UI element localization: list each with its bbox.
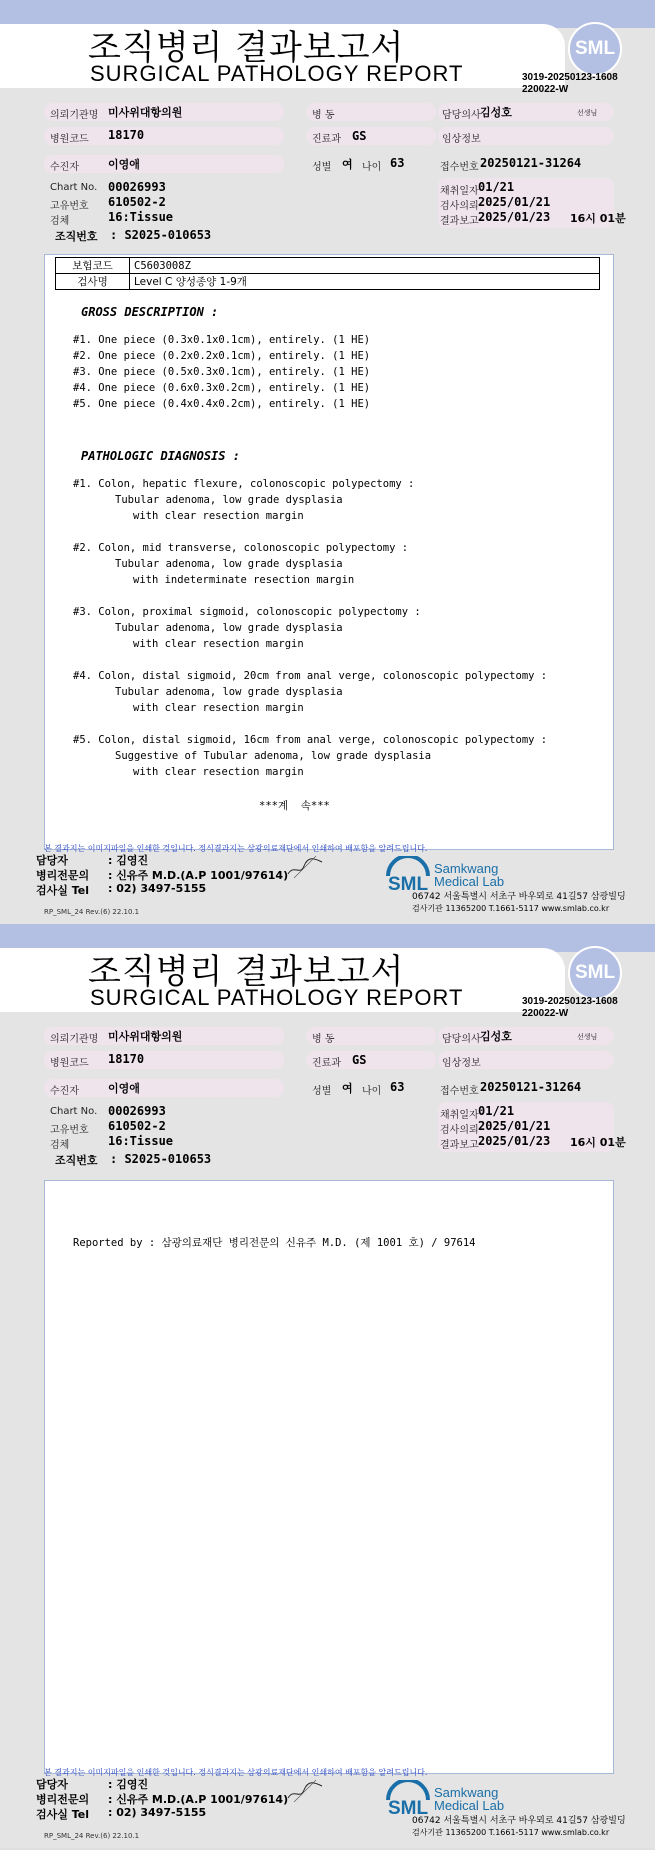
print-notice: 본 결과지는 이미지파일을 인쇄한 것입니다. 정식결과지는 삼광의료재단에서 인쇄하여 배포함을 알려드립니다. [44, 844, 428, 853]
pathologist-value: : 신유주 M.D.(A.P 1001/97614) [108, 869, 289, 882]
title-box [0, 24, 565, 88]
clinical-info-label: 임상정보 [442, 1058, 481, 1069]
tissue-number-label: 조직번호 [55, 230, 98, 243]
report-page-2 [0, 924, 655, 1848]
collection-date-label: 채취일자 [440, 186, 479, 197]
patient-name-label: 수진자 [50, 162, 79, 173]
insurance-code-label: 보험코드 [56, 258, 130, 274]
department-value: GS [352, 1053, 367, 1067]
pathologist-label: 병리전문의 [36, 1793, 90, 1806]
hospital-code-label: 병원코드 [50, 134, 89, 145]
report-page-1 [0, 0, 655, 924]
collection-date-value: 01/21 [478, 180, 515, 194]
report-time-value: 16시 01분 [570, 212, 626, 225]
patient-name-value: 이영애 [108, 1082, 140, 1095]
lab-tel-label: 검사실 Tel [36, 1808, 89, 1821]
diagnosis-text: Tubular adenoma, low grade dysplasia [115, 686, 343, 698]
collection-date-label: 채취일자 [440, 1110, 479, 1121]
report-date-label: 결과보고 [440, 1140, 479, 1151]
lab-tel-label: 검사실 Tel [36, 884, 89, 897]
report-title-korean: 조직병리 결과보고서 [88, 28, 405, 68]
pathologic-diagnosis-heading: PATHOLOGIC DIAGNOSIS : [81, 449, 240, 463]
report-title-english: SURGICAL PATHOLOGY REPORT [90, 985, 464, 1010]
lab-tel-value: : 02) 3497-5155 [108, 1806, 207, 1819]
report-title-english: SURGICAL PATHOLOGY REPORT [90, 61, 464, 86]
specimen-label: 검체 [50, 216, 70, 227]
print-notice: 본 결과지는 이미지파일을 인쇄한 것입니다. 정식결과지는 삼광의료재단에서 인쇄하여 배포함을 알려드립니다. [44, 1768, 428, 1777]
ward-label: 병 동 [312, 110, 335, 121]
chart-no-label: Chart No. [50, 182, 98, 193]
pill-bg [44, 1079, 284, 1097]
diagnosis-text: Tubular adenoma, low grade dysplasia [115, 558, 343, 570]
diagnosis-site: #4. Colon, distal sigmoid, 20cm from anal verge, colonoscopic polypectomy : [73, 670, 548, 682]
gross-item: #3. One piece (0.5x0.3x0.1cm), entirely. (1 HE) [73, 366, 371, 378]
manager-label: 담당자 [36, 1778, 68, 1791]
patient-name-value: 이영애 [108, 158, 140, 171]
report-date-label: 결과보고 [440, 216, 479, 227]
institution-value: 미사위대항의원 [108, 106, 183, 119]
request-date-value: 2025/01/21 [478, 1119, 551, 1133]
doctor-label: 담당의사 [442, 110, 481, 121]
pathologist-label: 병리전문의 [36, 869, 90, 882]
lab-license-line: 검사기관 11365200 T.1661-5117 www.smlab.co.kr [412, 904, 610, 913]
diagnosis-text: Tubular adenoma, low grade dysplasia [115, 494, 343, 506]
diagnosis-margin: with clear resection margin [133, 638, 304, 650]
diagnosis-site: #3. Colon, proximal sigmoid, colonoscopic polypectomy : [73, 606, 421, 618]
specimen-value: 16:Tissue [108, 1134, 174, 1148]
sml-logo-text: SML [387, 1798, 429, 1819]
patient-name-label: 수진자 [50, 1086, 79, 1097]
manager-value: : 김영진 [108, 1778, 149, 1791]
tissue-number-value: : S2025-010653 [110, 228, 212, 242]
chart-no-label: Chart No. [50, 1106, 98, 1117]
sex-value: 여 [342, 158, 353, 171]
diagnosis-text: Tubular adenoma, low grade dysplasia [115, 622, 343, 634]
diagnosis-text: Suggestive of Tubular adenoma, low grade dysplasia [115, 750, 432, 762]
diagnosis-site: #1. Colon, hepatic flexure, colonoscopic polypectomy : [73, 478, 415, 490]
doctor-suffix: 선생님 [577, 1033, 598, 1041]
lab-address [412, 892, 626, 914]
document-number [522, 996, 618, 1020]
sml-logo-text: SML [387, 874, 429, 895]
diagnosis-site: #5. Colon, distal sigmoid, 16cm from anal verge, colonoscopic polypectomy : [73, 734, 548, 746]
doc-number-line-1: 3019-20250123-1608 [522, 996, 618, 1007]
diagnosis-margin: with clear resection margin [133, 510, 304, 522]
institution-value: 미사위대항의원 [108, 1030, 183, 1043]
chart-no-value: 00026993 [108, 180, 166, 194]
pill-bg [44, 155, 284, 173]
diagnosis-margin: with indeterminate resection margin [133, 574, 355, 586]
request-date-label: 검사의뢰 [440, 1125, 479, 1136]
request-date-label: 검사의뢰 [440, 201, 479, 212]
age-value: 63 [390, 156, 405, 170]
form-revision-code: RP_SML_24 Rev.(6) 22.10.1 [44, 908, 140, 916]
institution-label: 의뢰기관명 [50, 1034, 99, 1045]
sml-logo-badge: SML [568, 946, 622, 1000]
report-date-value: 2025/01/23 [478, 210, 551, 224]
hospital-code-value: 18170 [108, 1052, 145, 1066]
gross-item: #2. One piece (0.2x0.2x0.1cm), entirely. (1 HE) [73, 350, 371, 362]
chart-no-value: 00026993 [108, 1104, 166, 1118]
diagnosis-site: #2. Colon, mid transverse, colonoscopic polypectomy : [73, 542, 409, 554]
lab-address-line: 06742 서울특별시 서초구 바우뫼로 41길57 삼광빌딩 [412, 892, 626, 902]
lab-address-line: 06742 서울특별시 서초구 바우뫼로 41길57 삼광빌딩 [412, 1816, 626, 1826]
lab-name-line-2: Medical Lab [434, 874, 505, 889]
lab-name [434, 862, 504, 888]
report-content [44, 1180, 614, 1774]
receipt-no-label: 접수번호 [440, 162, 479, 173]
sex-label: 성별 [312, 1086, 332, 1097]
test-name-label: 검사명 [56, 274, 130, 290]
tissue-number-label: 조직번호 [55, 1154, 98, 1167]
document-number [522, 72, 618, 96]
id-number-value: 610502-2 [108, 195, 166, 209]
form-revision-code: RP_SML_24 Rev.(6) 22.10.1 [44, 1832, 140, 1840]
gross-item: #5. One piece (0.4x0.4x0.2cm), entirely. (1 HE) [73, 398, 371, 410]
tissue-number-value: : S2025-010653 [110, 1152, 212, 1166]
diagnosis-margin: with clear resection margin [133, 702, 304, 714]
request-date-value: 2025/01/21 [478, 195, 551, 209]
test-code-table [55, 257, 600, 290]
report-time-value: 16시 01분 [570, 1136, 626, 1149]
sex-label: 성별 [312, 162, 332, 173]
department-label: 진료과 [312, 134, 341, 145]
pathologist-value: : 신유주 M.D.(A.P 1001/97614) [108, 1793, 289, 1806]
receipt-no-label: 접수번호 [440, 1086, 479, 1097]
receipt-no-value: 20250121-31264 [480, 1080, 582, 1094]
lab-name-line-1: Samkwang [434, 1785, 499, 1800]
department-value: GS [352, 129, 367, 143]
age-label: 나이 [362, 162, 382, 173]
report-date-value: 2025/01/23 [478, 1134, 551, 1148]
report-content [44, 254, 614, 850]
gross-description-heading: GROSS DESCRIPTION : [81, 305, 219, 319]
insurance-code-value: C5603008Z [130, 258, 600, 274]
institution-label: 의뢰기관명 [50, 110, 99, 121]
id-number-label: 고유번호 [50, 201, 89, 212]
hospital-code-label: 병원코드 [50, 1058, 89, 1069]
report-title-korean: 조직병리 결과보고서 [88, 952, 405, 992]
collection-date-value: 01/21 [478, 1104, 515, 1118]
title-box [0, 948, 565, 1012]
continued-marker: ***계 속*** [259, 800, 330, 812]
doctor-value: 김성호 [480, 106, 512, 119]
lab-license-line: 검사기관 11365200 T.1661-5117 www.smlab.co.kr [412, 1828, 610, 1837]
gross-item: #1. One piece (0.3x0.1x0.1cm), entirely. (1 HE) [73, 334, 371, 346]
id-number-value: 610502-2 [108, 1119, 166, 1133]
lab-name-line-2: Medical Lab [434, 1798, 505, 1813]
signature-icon [286, 852, 324, 880]
doc-number-line-2: 220022-W [522, 1008, 569, 1019]
reported-by-line: Reported by : 삼광의료재단 병리전문의 신유주 M.D. (제 1001 호) / 97614 [73, 1237, 476, 1249]
doctor-value: 김성호 [480, 1030, 512, 1043]
id-number-label: 고유번호 [50, 1125, 89, 1136]
doctor-suffix: 선생님 [577, 109, 598, 117]
receipt-no-value: 20250121-31264 [480, 156, 582, 170]
lab-tel-value: : 02) 3497-5155 [108, 882, 207, 895]
lab-name [434, 1786, 504, 1812]
test-name-value: Level C 양성종양 1-9개 [130, 274, 600, 290]
hospital-code-value: 18170 [108, 128, 145, 142]
doc-number-line-1: 3019-20250123-1608 [522, 72, 618, 83]
doc-number-line-2: 220022-W [522, 84, 569, 95]
lab-address [412, 1816, 626, 1838]
sml-logo-badge: SML [568, 22, 622, 76]
signature-icon [286, 1776, 324, 1804]
sex-value: 여 [342, 1082, 353, 1095]
specimen-label: 검체 [50, 1140, 70, 1151]
department-label: 진료과 [312, 1058, 341, 1069]
diagnosis-margin: with clear resection margin [133, 766, 304, 778]
specimen-value: 16:Tissue [108, 210, 174, 224]
manager-label: 담당자 [36, 854, 68, 867]
age-label: 나이 [362, 1086, 382, 1097]
ward-label: 병 동 [312, 1034, 335, 1045]
manager-value: : 김영진 [108, 854, 149, 867]
clinical-info-label: 임상정보 [442, 134, 481, 145]
lab-name-line-1: Samkwang [434, 861, 499, 876]
gross-item: #4. One piece (0.6x0.3x0.2cm), entirely. (1 HE) [73, 382, 371, 394]
age-value: 63 [390, 1080, 405, 1094]
doctor-label: 담당의사 [442, 1034, 481, 1045]
